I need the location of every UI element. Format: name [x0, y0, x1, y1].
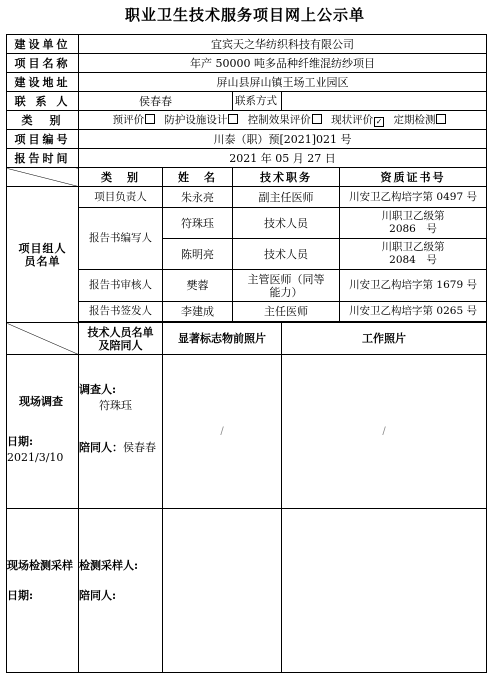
investigator-value: 符珠珏 [99, 399, 132, 412]
photo-header-row [7, 323, 487, 355]
checkbox-icon[interactable] [312, 114, 322, 124]
diagonal-cell [7, 323, 79, 355]
row-project-no [7, 130, 487, 149]
staff-name: 朱永亮 [163, 187, 233, 208]
option-label: 控制效果评价 [247, 113, 311, 126]
address-value: 屏山县屏山镇王场工业园区 [79, 73, 487, 92]
table-row [7, 208, 487, 239]
row-category [7, 111, 487, 130]
row-unit [7, 35, 487, 54]
role-writer: 报告书编写人 [79, 208, 163, 270]
option-status-evaluation[interactable] [331, 114, 390, 126]
sampling-people [79, 509, 163, 673]
staff-header-cert: 资质证书号 [340, 168, 487, 187]
row-contact [7, 92, 487, 111]
work-photo: / [282, 355, 487, 509]
public-notice-table [6, 34, 487, 673]
contact-method-value [282, 92, 487, 111]
checkbox-icon[interactable] [145, 114, 155, 124]
contact-method-label: 联系方式 [233, 92, 282, 111]
checkbox-checked-icon[interactable]: ✓ [375, 116, 383, 126]
staff-name: 陈明亮 [163, 239, 233, 270]
companion-block [79, 441, 159, 455]
option-label: 预评价 [112, 113, 145, 126]
sampling-row [7, 509, 487, 673]
companion-value: 侯春春 [123, 441, 156, 454]
diagonal-cell [7, 168, 79, 187]
photo-header-landmark: 显著标志物前照片 [163, 323, 282, 355]
staff-title: 主任医师 [233, 302, 340, 322]
option-label: 现状评价 [331, 113, 374, 126]
unit-value: 宜宾天之华纺织科技有限公司 [79, 35, 487, 54]
survey-info [7, 355, 79, 509]
sampling-info [7, 509, 79, 673]
investigator-label: 调查人: [79, 383, 117, 396]
row-report-time [7, 149, 487, 168]
landmark-photo: / [163, 355, 282, 509]
sampling-work-photo [282, 509, 487, 673]
staff-title: 技术人员 [233, 208, 340, 239]
report-time-label: 报告时间 [7, 149, 79, 168]
project-no-label: 项目编号 [7, 130, 79, 149]
option-control-evaluation[interactable] [248, 114, 328, 126]
staff-title: 主管医师（同等能力） [233, 270, 340, 302]
staff-group-label: 项目组人员名单 [7, 187, 79, 323]
role-leader: 项目负责人 [79, 187, 163, 208]
staff-cert: 川安卫乙构培字第 0497 号 [340, 187, 487, 208]
checkbox-icon[interactable] [228, 114, 238, 124]
photo-header-work: 工作照片 [282, 323, 487, 355]
staff-header-row [7, 168, 487, 187]
address-label: 建设地址 [7, 73, 79, 92]
companion-label: 陪同人： [79, 441, 123, 454]
role-reviewer: 报告书审核人 [79, 270, 163, 302]
table-row [7, 187, 487, 208]
option-label: 防护设施设计 [164, 113, 228, 126]
checkbox-icon[interactable] [436, 114, 446, 124]
survey-date-label: 日期: [7, 435, 34, 448]
staff-name: 樊蓉 [163, 270, 233, 302]
staff-title: 技术人员 [233, 239, 340, 270]
row-address [7, 73, 487, 92]
staff-cert: 川安卫乙构培字第 0265 号 [340, 302, 487, 322]
staff-header-name: 姓 名 [163, 168, 233, 187]
staff-name: 符珠珏 [163, 208, 233, 239]
option-protection-design[interactable] [164, 114, 244, 126]
report-time-value: 2021 年 05 月 27 日 [79, 149, 487, 168]
table-row [7, 270, 487, 302]
sampling-label: 现场检测采样 [7, 559, 73, 572]
role-signer: 报告书签发人 [79, 302, 163, 322]
staff-cert: 川职卫乙级第 2086 号 [340, 208, 487, 239]
sampling-companion-label: 陪同人: [79, 589, 117, 602]
option-periodic-testing[interactable] [393, 114, 452, 126]
project-no-value: 川泰（职）预[2021]021 号 [79, 130, 487, 149]
staff-header-title: 技术职务 [233, 168, 340, 187]
contact-value: 侯春春 [79, 92, 233, 111]
project-name-label: 项目名称 [7, 54, 79, 73]
category-options [79, 111, 487, 130]
option-label: 定期检测 [393, 113, 436, 126]
category-label: 类 别 [7, 111, 79, 130]
table-row [7, 302, 487, 322]
survey-date-value: 2021/3/10 [7, 451, 64, 464]
survey-people [79, 355, 163, 509]
project-name-value: 年产 50000 吨多品种纤维混纺纱项目 [79, 54, 487, 73]
sampling-landmark-photo [163, 509, 282, 673]
contact-label: 联 系 人 [7, 92, 79, 111]
unit-label: 建设单位 [7, 35, 79, 54]
row-project-name [7, 54, 487, 73]
page-title: 职业卫生技术服务项目网上公示单 [124, 6, 365, 24]
staff-header-category: 类 别 [79, 168, 163, 187]
survey-label: 现场调查 [19, 395, 63, 408]
staff-name: 李建成 [163, 302, 233, 322]
staff-title: 副主任医师 [233, 187, 340, 208]
staff-cert: 川安卫乙构培字第 1679 号 [340, 270, 487, 302]
sampler-label: 检测采样人: [79, 559, 139, 572]
staff-cert: 川职卫乙级第 2084 号 [340, 239, 487, 270]
sampling-date-label: 日期: [7, 589, 34, 602]
survey-row [7, 355, 487, 509]
photo-header-staff: 技术人员名单及陪同人 [79, 323, 163, 355]
option-pre-evaluation[interactable] [113, 114, 162, 126]
